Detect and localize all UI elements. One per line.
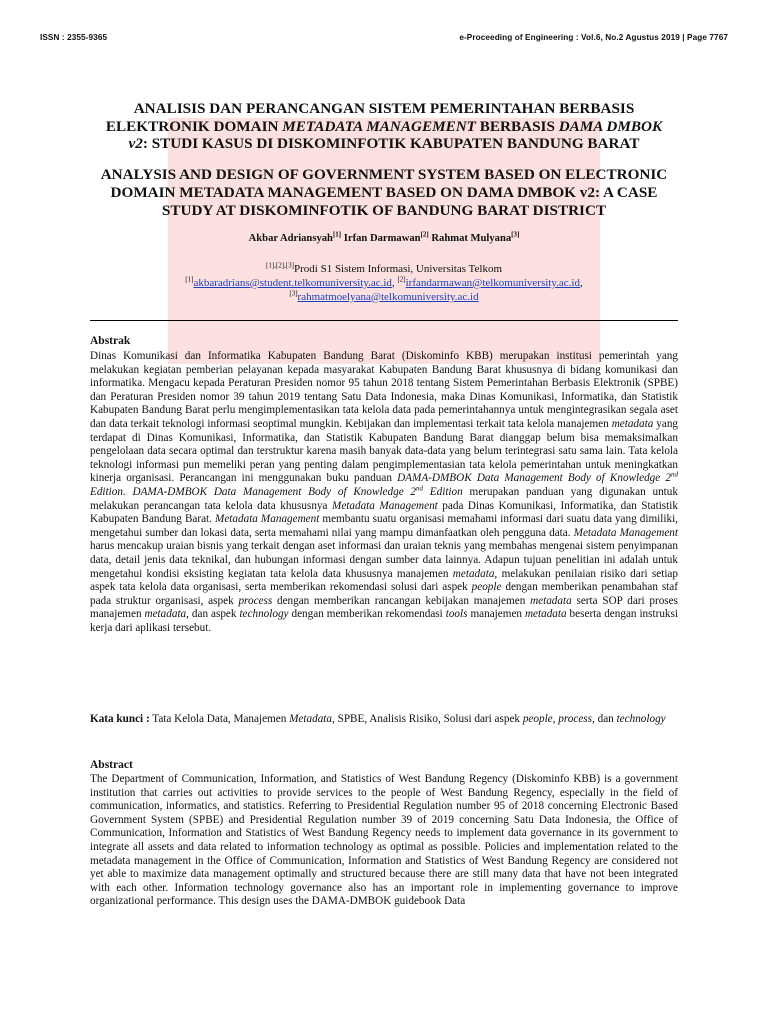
- abstrak-body: [90, 350, 678, 635]
- text-segment: DAMA-DMBOK Data Management Body of Knowledge 2: [397, 472, 671, 485]
- divider: [90, 320, 678, 321]
- text-segment: dengan memberikan rekomendasi: [288, 608, 446, 621]
- text-segment: tools: [445, 608, 468, 621]
- text-segment: melakukan penilaian risiko dari setiap aspek tata kelola data organisasi, serta memberikan rekomendasi solusi dari aspek: [90, 567, 678, 594]
- abstract-body: [90, 773, 678, 909]
- abstract-heading: Abstract: [90, 759, 133, 771]
- abstrak-heading: Abstrak: [90, 335, 131, 347]
- text-segment: people, process,: [522, 713, 595, 725]
- text-segment: people: [471, 581, 502, 594]
- title-en-line: DOMAIN METADATA MANAGEMENT BASED ON DAMA DMBOK v2: A CASE: [110, 184, 658, 201]
- text-segment: , dan aspek: [186, 608, 240, 621]
- text-segment: yang terdapat di Dinas Komunikasi, Informatika, dan Statistik Kabupaten Bandung Barat dianggap belum bisa memaksimalkan pengelolaan data secara optimal dan terstruktur karena masih banyak data-data yang belum terintegrasi satu sama lain. Tata kelola teknologi informasi pun memeliki peran yang penting dalam pengimplementasian tata kelola pemerintahan untuk meningkatkan kinerja organisasi. Perancangan ini menggunakan buku panduan: [90, 417, 679, 485]
- text-segment: Metadata,: [289, 713, 335, 725]
- text-segment: dengan memberikan rancangan kebijakan manajemen: [272, 594, 531, 607]
- title-english: [60, 166, 708, 220]
- title-id-line: ELEKTRONIK DOMAIN METADATA MANAGEMENT BERBASIS DAMA DMBOK: [105, 117, 663, 135]
- text-segment: harus mencakup uraian bisnis yang terkait dengan aset informasi dan uraian teknis yang membahas mengenai sistem penyimpanan data, detail jenis data teknikal, dan hubungan informasi dengan sumber data lainnya. Adapun tujuan penelitian ini adalah untuk mengetahui kondisi eksisting kegiatan tata kelola data khususnya manajemen: [90, 540, 678, 580]
- text-segment: beserta dengan instruksi kerja dari aplikasi tersebut.: [90, 608, 678, 634]
- title-id-line: ANALISIS DAN PERANCANGAN SISTEM PEMERINTAHAN BERBASIS: [133, 100, 635, 117]
- title-indonesian: [60, 100, 708, 153]
- email-link[interactable]: irfandarmawan@telkomuniversity.ac.id: [405, 276, 580, 289]
- title-id-line: v2: STUDI KASUS DI DISKOMINFOTIK KABUPATEN BANDUNG BARAT: [128, 135, 640, 152]
- text-segment: Kata kunci :: [90, 713, 150, 725]
- text-segment: Tata Kelola Data, Manajemen: [149, 713, 290, 725]
- text-segment: metadata: [524, 608, 567, 621]
- text-segment: nd: [671, 470, 678, 479]
- text-segment: technology: [616, 713, 666, 725]
- author: Akbar Adriansyah[1]: [248, 230, 342, 244]
- text-segment: metadata,: [452, 567, 498, 580]
- author: Rahmat Mulyana[3]: [431, 230, 520, 244]
- text-segment: metadata: [144, 608, 187, 621]
- keywords: [90, 713, 678, 727]
- affiliation: [60, 263, 708, 304]
- email-line: [1]akbaradrians@student.telkomuniversity.ac.id, [2]irfandarmawan@telkomuniversity.ac.id,: [185, 275, 583, 289]
- email-link[interactable]: rahmatmoelyana@telkomuniversity.ac.id: [297, 290, 479, 303]
- text-segment: Edition: [423, 485, 463, 498]
- affiliation-line: [1],[2],[3]Prodi S1 Sistem Informasi, Universitas Telkom: [265, 261, 503, 275]
- title-en-line: STUDY AT DISKOMINFOTIK OF BANDUNG BARAT DISTRICT: [161, 202, 607, 219]
- text-segment: Edition. DAMA-DMBOK Data Management Body of Knowledge 2: [90, 485, 417, 498]
- text-segment: The Department of Communication, Information, and Statistics of West Bandung Regency (Diskominfo KBB) is a government institution that carries out activities to provide services to the people of West Bandung Regency, especially in the field of communication, informatics, and statistics. Referring to Presidential Regulation number 95 of 2018 concerning Electronic Based Government System (SPBE) and Presidential Regulation number 39 of 2019 concerning Satu Data Indonesia, the Office of Communication, Information and Statistics of West Bandung Regency needs to implement data governance in its government to integrate all assets and data related to information technology as optimal as possible. Policies and implementation related to the metadata management in the Office of Communication, Information and Statistics of West Bandung Regency are considered not yet able to maximize data management optimally and structured because there are still many data that have not been integrated with each other. Information technology governance also has an important role in implementing governance to improve organizational performance. This design uses the DAMA-DMBOK guidebook Data: [90, 773, 678, 908]
- text-segment: manajemen: [467, 608, 525, 621]
- author: Irfan Darmawan[2]: [343, 230, 429, 244]
- email-link[interactable]: akbaradrians@student.telkomuniversity.ac.id: [193, 276, 392, 289]
- text-segment: pada Dinas Komunikasi, Informatika, dan Statistik Kabupaten Bandung Barat.: [90, 499, 678, 526]
- journal-header: e-Proceeding of Engineering : Vol.6, No.2 Agustus 2019 | Page 7767: [459, 33, 728, 42]
- text-segment: Metadata Management: [215, 513, 320, 526]
- text-segment: metadata: [611, 417, 654, 430]
- text-segment: SPBE, Analisis Risiko, Solusi dari aspek: [334, 713, 523, 725]
- text-segment: serta SOP dari proses manajemen: [90, 594, 678, 621]
- text-segment: process: [238, 594, 273, 607]
- author-list: [60, 230, 708, 244]
- text-segment: Dinas Komunikasi dan Informatika Kabupaten Bandung Barat (Diskominfo KBB) merupakan institusi pemerintah yang melakukan kegiatan pemberian pelayanan kepada masyarakat Kabupaten Bandung Barat khususnya di bidang komunikasi dan informatika. Mengacu kepada Peraturan Presiden nomor 95 tahun 2018 tentang Sistem Pemerintahan Berbasis Elektronik (SPBE) dan Peraturan Presiden nomor 39 tahun 2019 tentang Satu Data Indonesia, maka Dinas Komunikasi, Informatika, dan Statistik Kabupaten Bandung Barat perlu mengimplementasikan tata kelola data pada pemerintahannya untuk mengintegrasikan segala aset dan data terkait teknologi informasi seoptimal mungkin. Kebijakan dan implementasi terkait tata kelola manajemen: [90, 350, 678, 430]
- email-line: [3]rahmatmoelyana@telkomuniversity.ac.id: [289, 288, 479, 303]
- issn-header: ISSN : 2355-9365: [40, 33, 108, 42]
- text-segment: dan: [594, 713, 617, 725]
- text-segment: Metadata Management: [332, 499, 438, 512]
- title-en-line: ANALYSIS AND DESIGN OF GOVERNMENT SYSTEM BASED ON ELECTRONIC: [100, 166, 668, 183]
- text-segment: nd: [416, 484, 424, 493]
- text-segment: metadata: [530, 594, 572, 607]
- text-segment: membantu suatu organisasi memahami informasi dari suatu data yang dimiliki, mengetahui sumber dan lokasi data, serta memahami nilai yang mampu dimanfaatkan oleh pengguna data.: [90, 513, 678, 539]
- text-segment: Metadata Management: [573, 526, 678, 539]
- text-segment: dengan memberikan penambahan staf pada struktur organisasi, aspek: [90, 581, 678, 607]
- text-segment: merupakan panduan yang digunakan untuk melakukan perancangan tata kelola data khususnya: [90, 485, 678, 512]
- text-segment: technology: [239, 608, 289, 621]
